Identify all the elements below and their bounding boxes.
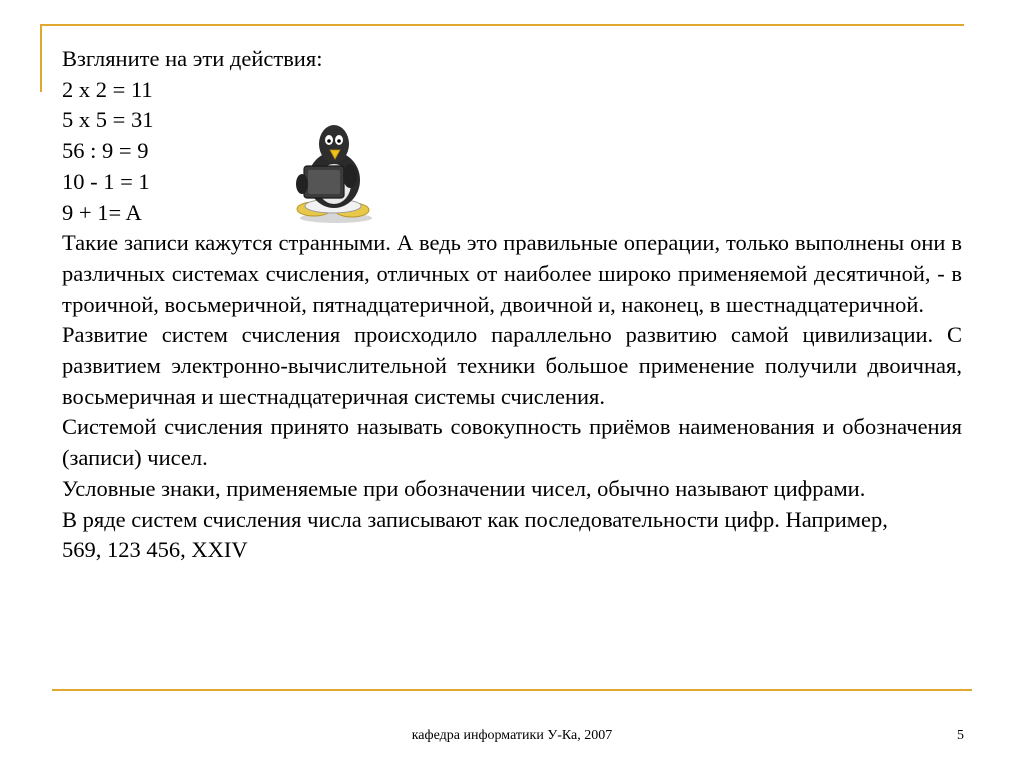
equation-line: 10 - 1 = 1 (62, 168, 150, 194)
paragraph: Такие записи кажутся странными. А ведь это правильные операции, только выполнены они в различных системах счисления, отличных от наиболее широко применяемой десятичной, - в троичной, восьмеричной, пятнадцатеричной, двоичной и, наконец, в шестнадцатеричной. (62, 230, 962, 317)
equation-line: 2 x 2 = 11 (62, 76, 153, 102)
paragraph: Условные знаки, применяемые при обозначении чисел, обычно называют цифрами. (62, 475, 866, 501)
footer-caption: кафедра информатики У-Ка, 2007 (411, 728, 613, 743)
top-rule (40, 24, 964, 26)
paragraph: Системой счисления принято называть совокупность приёмов наименования и обозначения (записи) чисел. (62, 414, 962, 471)
paragraph: В ряде систем счисления числа записывают как последовательности цифр. Например, (62, 506, 888, 532)
equation-line: 5 x 5 = 31 (62, 107, 154, 133)
bottom-rule (52, 689, 972, 691)
equation-line: 56 : 9 = 9 (62, 138, 149, 164)
intro-line: Взгляните на эти действия: (62, 46, 323, 71)
equation-line: 9 + 1= A (62, 199, 142, 225)
penguin-with-laptop-icon (290, 118, 376, 224)
left-rule (40, 24, 42, 92)
slide-body (62, 44, 962, 566)
paragraph: Развитие систем счисления происходило параллельно развитию самой цивилизации. С развитием электронно-вычислительной техники большое применение получили двоичная, восьмеричная и шестнадцатеричная системы счисления. (62, 322, 962, 409)
page-number: 5 (957, 728, 964, 743)
example-line: 569, 123 456, XXIV (62, 537, 248, 563)
